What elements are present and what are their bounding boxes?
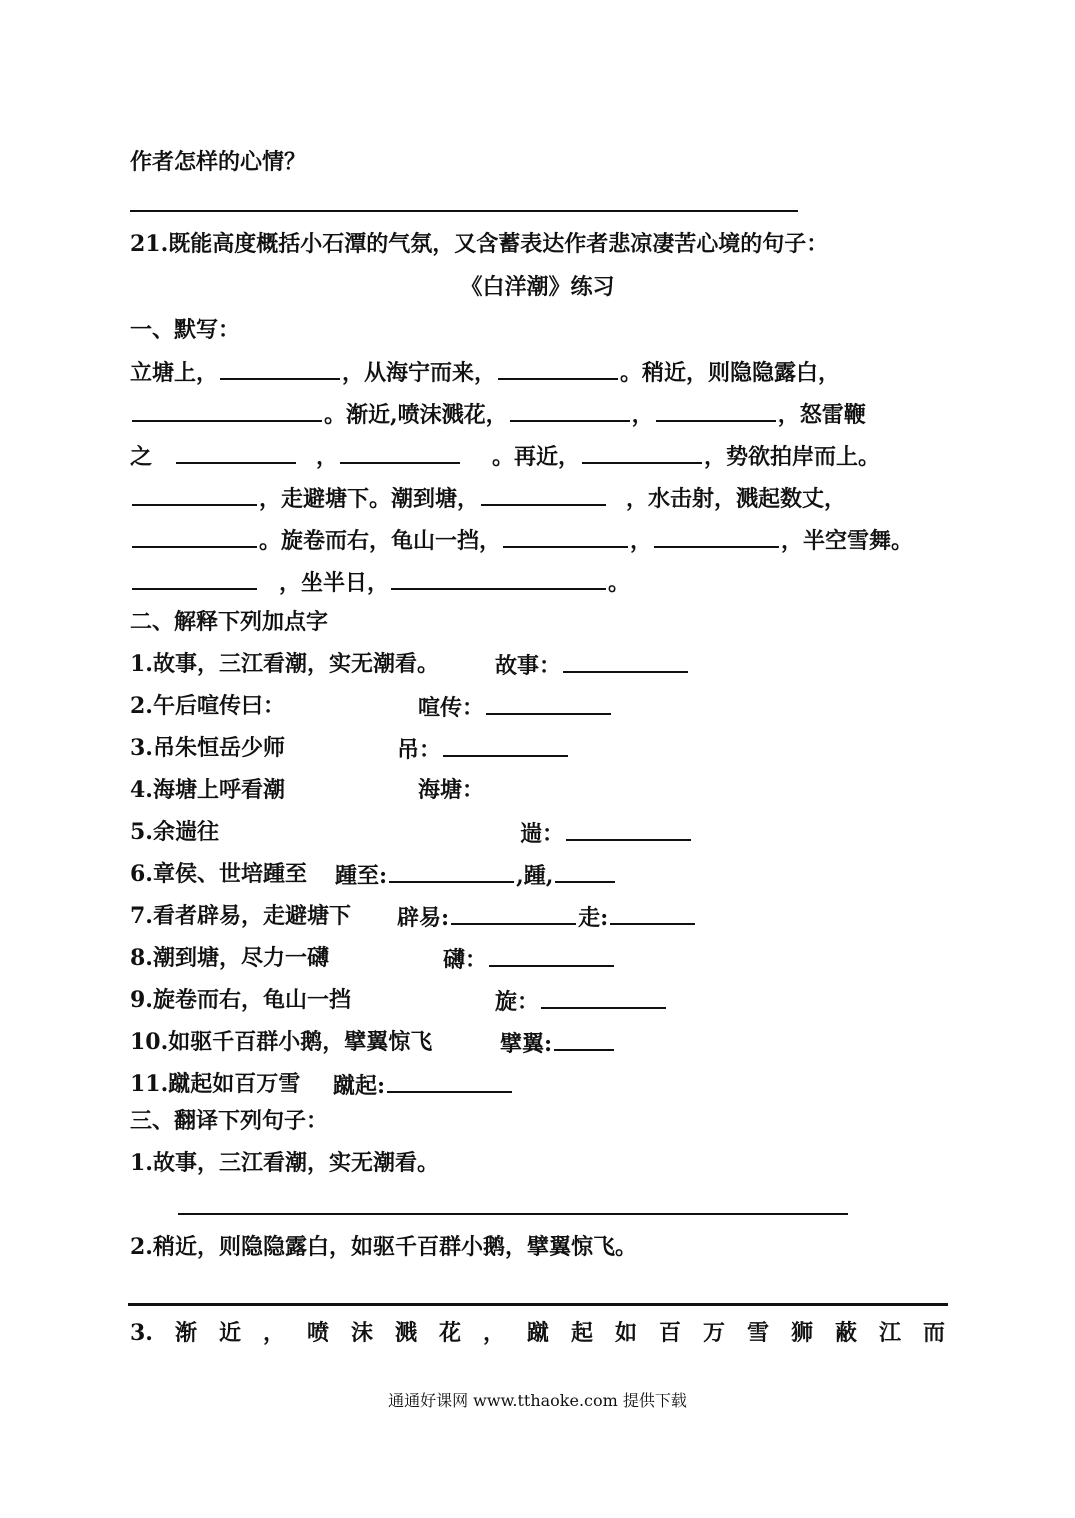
fill-blank[interactable] (176, 440, 296, 464)
fill-blank[interactable] (132, 566, 257, 590)
translate-sentence-3 (130, 1318, 945, 1348)
fill-blank[interactable] (654, 524, 779, 548)
fill-blank[interactable] (582, 440, 702, 464)
key-label: 旋： (495, 989, 540, 1015)
text: 。稍近，则隐隐露白， (620, 360, 841, 386)
sentence-char: 喷 (306, 1320, 329, 1346)
explain-key (397, 901, 697, 933)
sentence-char: ， (482, 1320, 505, 1346)
dictation-row-4 (130, 482, 846, 514)
explain-key (418, 691, 613, 723)
text: ， (316, 444, 339, 470)
text: 。 (608, 570, 631, 596)
explain-question: 6.章侯、世培踵至 (130, 861, 307, 887)
fill-blank[interactable] (132, 398, 322, 422)
key-label: 吊： (397, 737, 442, 763)
text: ，怒雷鞭 (777, 402, 866, 428)
sentence-char: 如 (614, 1320, 637, 1346)
text: ，从海宁而来， (342, 360, 497, 386)
dictation-row-1 (130, 356, 840, 388)
fill-blank[interactable] (498, 356, 618, 380)
dictation-row-3 (130, 440, 880, 472)
explain-question: 9.旋卷而右，龟山一挡 (130, 987, 351, 1013)
sentence-char: 花 (438, 1320, 461, 1346)
key-label: ,踵, (516, 863, 554, 889)
fill-blank[interactable] (566, 817, 691, 841)
section3-heading: 三、翻译下列句子： (130, 1108, 329, 1134)
fill-blank[interactable] (555, 859, 615, 883)
sentence-char: 渐 (174, 1320, 197, 1346)
fill-blank[interactable] (510, 398, 630, 422)
exercise-title: 《白洋潮》练习 (460, 274, 615, 300)
answer-line (128, 1303, 948, 1306)
text: ，半空雪舞。 (781, 528, 914, 554)
explain-question: 2.午后喧传曰： (130, 693, 285, 719)
explain-question: 3.吊朱恒岳少师 (130, 735, 285, 761)
explain-key (443, 943, 616, 975)
dictation-row-6 (130, 566, 630, 598)
key-label: 踵至: (335, 863, 388, 889)
explain-key (397, 733, 570, 765)
fill-blank[interactable] (489, 943, 614, 967)
sentence-char: 起 (570, 1320, 593, 1346)
fill-blank[interactable] (503, 524, 628, 548)
key-label: 擘翼: (500, 1031, 553, 1057)
text: 之 (130, 444, 153, 470)
fill-blank[interactable] (563, 649, 688, 673)
fill-blank[interactable] (387, 1069, 512, 1093)
footer-credit: 通通好课网 www.tthaoke.com 提供下载 (388, 1391, 687, 1410)
key-label: 喧传： (418, 695, 485, 721)
sentence-char: 溅 (394, 1320, 417, 1346)
dictation-row-2 (130, 398, 866, 430)
key-label: 海塘： (418, 777, 485, 803)
sentence-char: 蔽 (834, 1320, 857, 1346)
fill-blank[interactable] (656, 398, 776, 422)
fill-blank[interactable] (132, 482, 257, 506)
key-label: 辟易: (397, 905, 450, 931)
fill-blank[interactable] (541, 985, 666, 1009)
key-label: 礴： (443, 947, 488, 973)
question-21: 21.既能高度概括小石潭的气氛，又含蓄表达作者悲凉凄苦心境的句子： (130, 231, 829, 257)
translate-sentence-1: 1.故事，三江看潮，实无潮看。 (130, 1150, 439, 1176)
answer-line (178, 1213, 848, 1215)
key-label: 走: (578, 905, 609, 931)
key-label: 蹴起: (333, 1073, 386, 1099)
explain-question: 11.蹴起如百万雪 (130, 1071, 301, 1097)
explain-question: 5.余遄往 (130, 819, 219, 845)
text: 立塘上， (130, 360, 219, 386)
text: 。渐近,喷沫溅花， (324, 402, 508, 428)
fill-blank[interactable] (451, 901, 576, 925)
section1-heading: 一、默写： (130, 317, 241, 343)
explain-question: 10.如驱千百群小鹅，擘翼惊飞 (130, 1029, 433, 1055)
sentence-char: 蹴 (526, 1320, 549, 1346)
fill-blank[interactable] (132, 524, 257, 548)
fill-blank[interactable] (220, 356, 340, 380)
text: ， (630, 528, 653, 554)
explain-key (495, 985, 668, 1017)
key-label: 故事： (495, 653, 562, 679)
fill-blank[interactable] (443, 733, 568, 757)
text: ，水击射，溅起数丈， (626, 486, 847, 512)
answer-line (130, 210, 798, 212)
fill-blank[interactable] (389, 859, 514, 883)
dictation-row-5 (130, 524, 913, 556)
text: 。旋卷而右，龟山一挡， (259, 528, 502, 554)
explain-question: 7.看者辟易，走避塘下 (130, 903, 351, 929)
key-label: 遄： (520, 821, 565, 847)
sentence-char: 江 (878, 1320, 901, 1346)
fill-blank[interactable] (554, 1027, 614, 1051)
explain-key (418, 775, 484, 805)
text: ，走避塘下。潮到塘， (259, 486, 480, 512)
explain-question: 8.潮到塘，尽力一礴 (130, 945, 329, 971)
explain-question: 1.故事，三江看潮，实无潮看。 (130, 651, 439, 677)
explain-key (333, 1069, 514, 1101)
sentence-char: 万 (702, 1320, 725, 1346)
explain-question: 4.海塘上呼看潮 (130, 777, 285, 803)
explain-key (495, 649, 690, 681)
sentence-char: 雪 (746, 1320, 769, 1346)
sentence-char: 狮 (790, 1320, 813, 1346)
sentence-char: 沫 (350, 1320, 373, 1346)
text: ，坐半日， (279, 570, 390, 596)
explain-key (335, 859, 617, 891)
text: ，势欲拍岸而上。 (704, 444, 881, 470)
explain-key (520, 817, 693, 849)
sentence-char: 3. (130, 1320, 153, 1346)
fill-blank[interactable] (391, 566, 606, 590)
sentence-char: 百 (658, 1320, 681, 1346)
sentence-char: 近 (218, 1320, 241, 1346)
sentence-char: ， (262, 1320, 285, 1346)
section2-heading: 二、解释下列加点字 (130, 609, 329, 635)
text: ， (631, 402, 654, 428)
fill-blank[interactable] (486, 691, 611, 715)
translate-sentence-2: 2.稍近，则隐隐露白，如驱千百群小鹅，擘翼惊飞。 (130, 1234, 637, 1260)
fill-blank[interactable] (610, 901, 695, 925)
text: 。再近， (492, 444, 581, 470)
prev-question-mood: 作者怎样的心情？ (130, 149, 307, 175)
sentence-char: 而 (922, 1320, 945, 1346)
explain-key (500, 1027, 616, 1059)
fill-blank[interactable] (340, 440, 460, 464)
fill-blank[interactable] (481, 482, 606, 506)
